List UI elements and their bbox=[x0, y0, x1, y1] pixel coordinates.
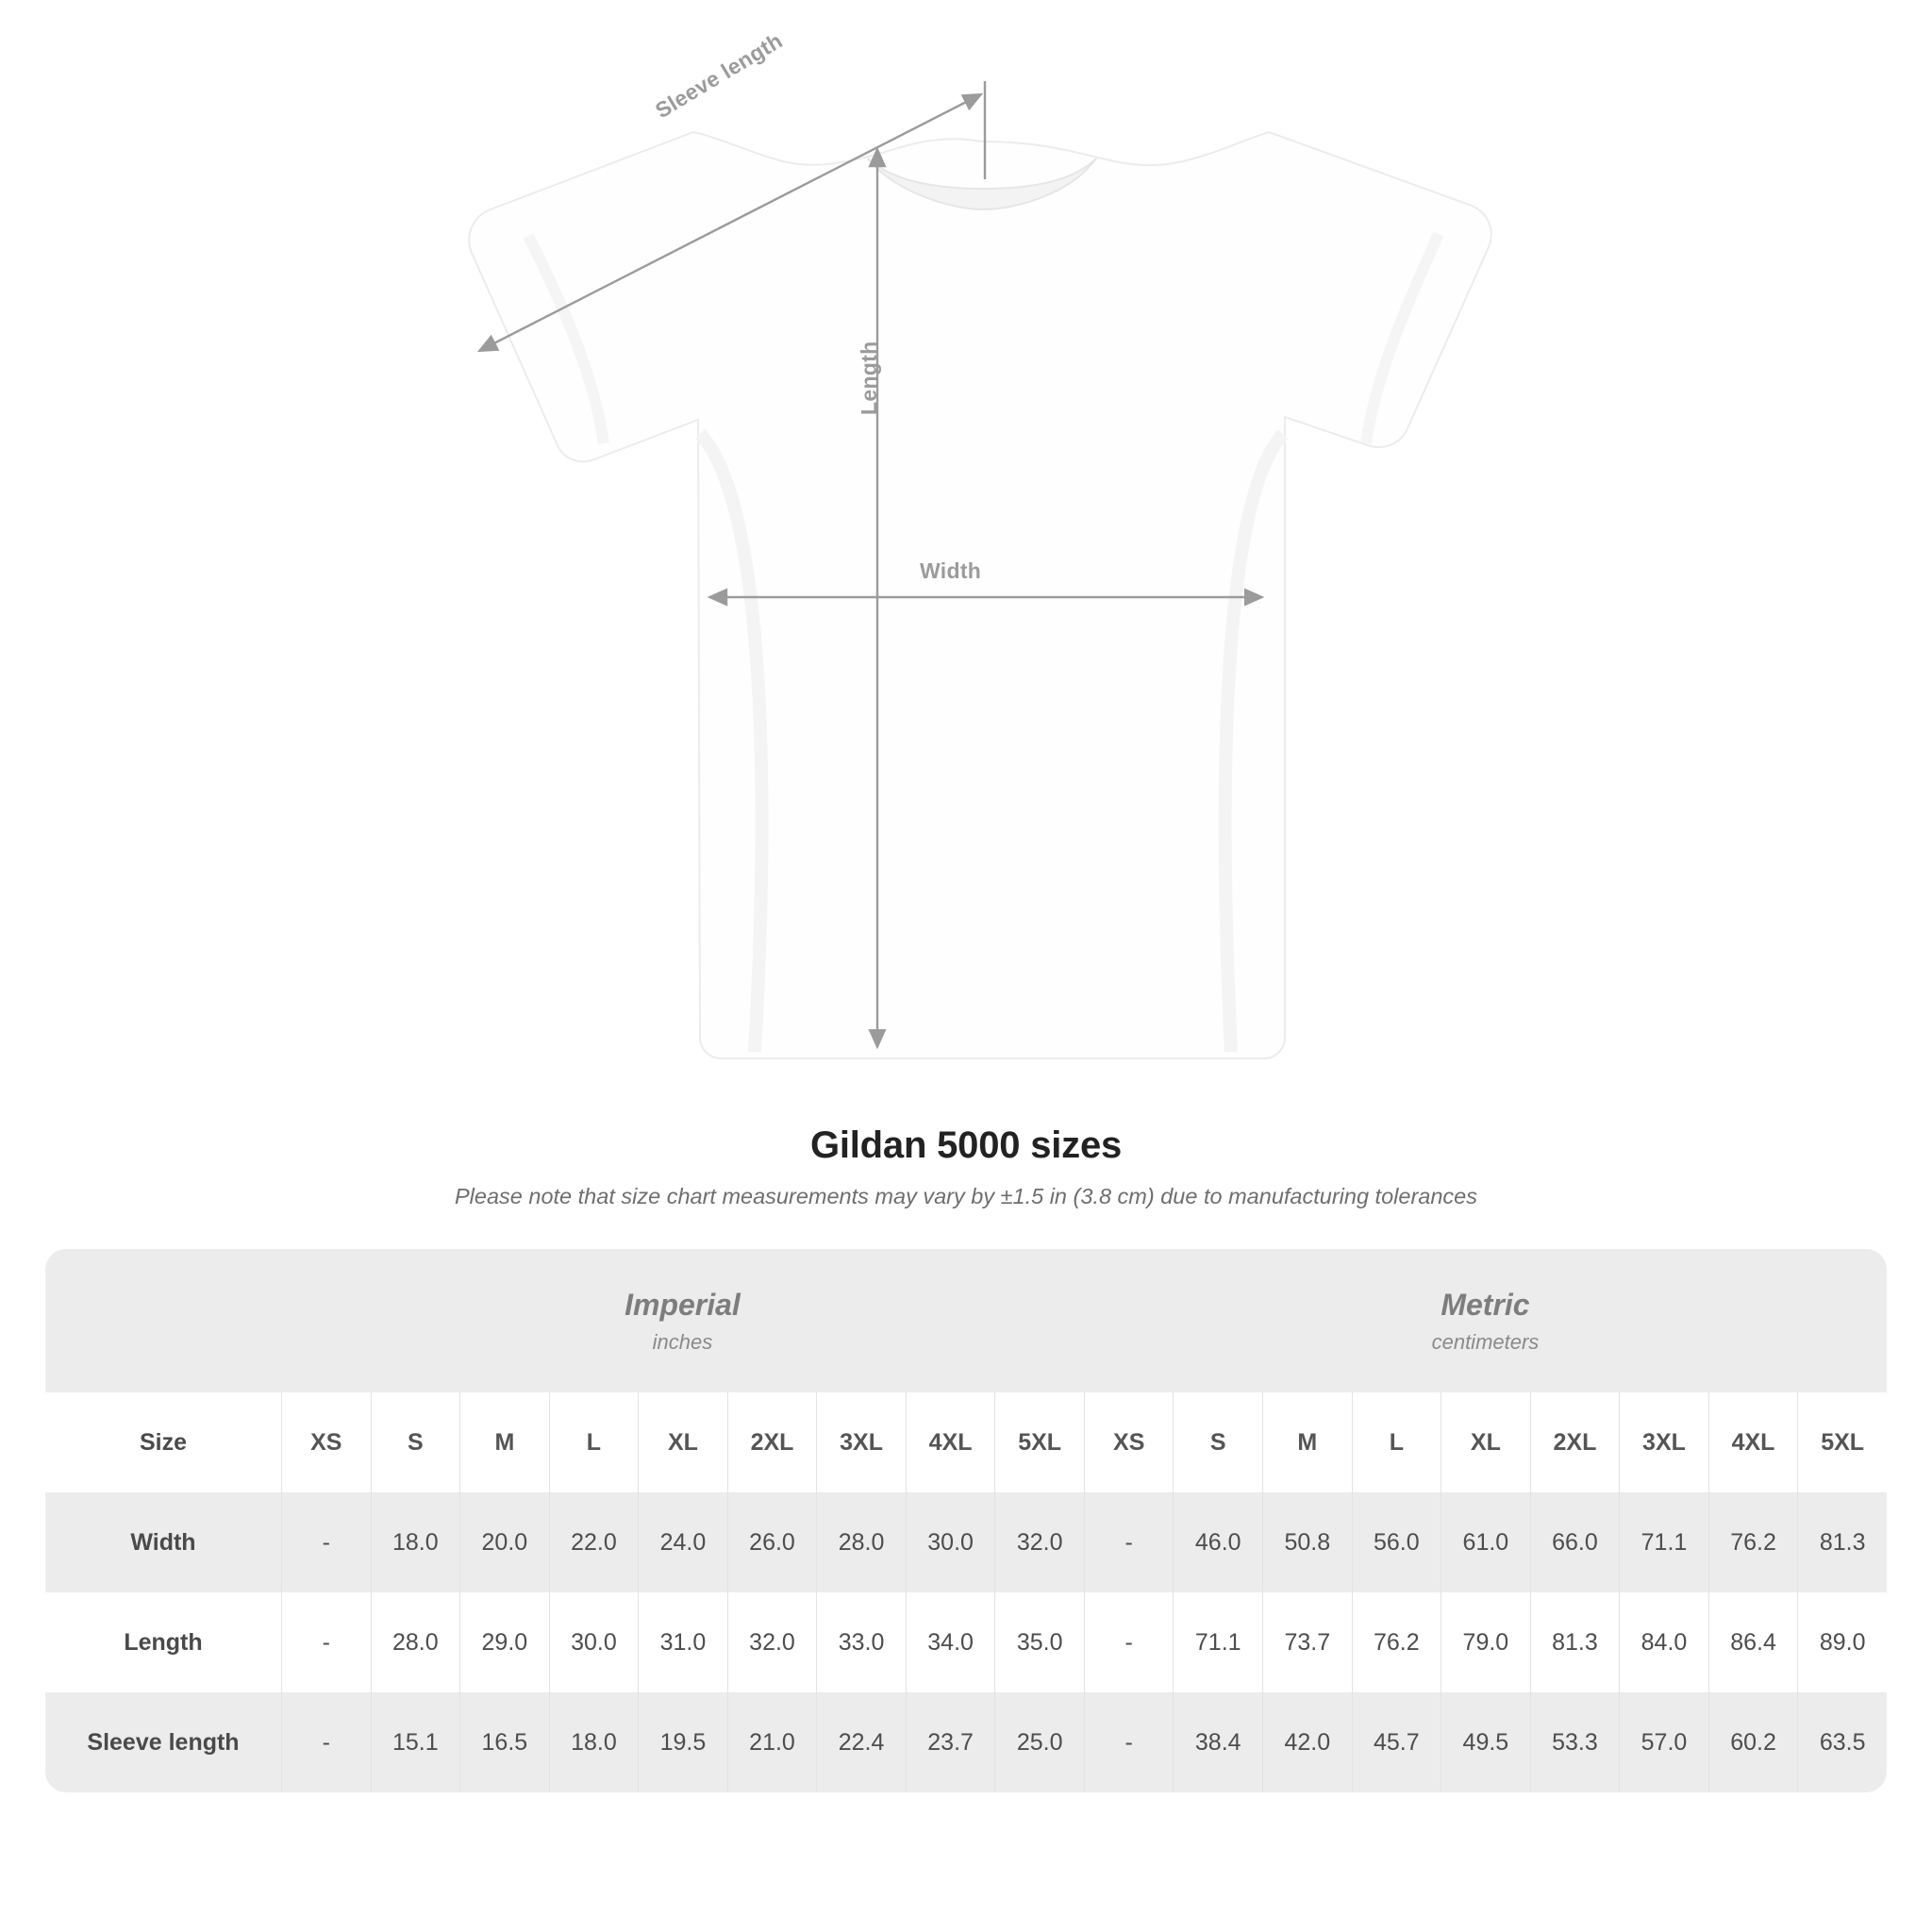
column-header-cell: 2XL bbox=[1530, 1392, 1620, 1492]
column-header-cell: 5XL bbox=[1797, 1392, 1887, 1492]
table-cell: 29.0 bbox=[459, 1592, 549, 1692]
column-header-cell: S bbox=[371, 1392, 460, 1492]
table-corner-cell bbox=[45, 1249, 281, 1392]
column-header-row bbox=[45, 1392, 1887, 1492]
unit-group-imperial-name: Imperial bbox=[625, 1287, 741, 1322]
table-cell: 46.0 bbox=[1173, 1492, 1262, 1592]
table-cell: 28.0 bbox=[816, 1492, 906, 1592]
table-cell: 56.0 bbox=[1352, 1492, 1441, 1592]
table-cell: 49.5 bbox=[1441, 1692, 1530, 1792]
column-header-cell: M bbox=[459, 1392, 549, 1492]
column-header-cell: XL bbox=[1441, 1392, 1530, 1492]
table-cell: 71.1 bbox=[1173, 1592, 1262, 1692]
column-header-cell: 3XL bbox=[1619, 1392, 1708, 1492]
column-header-cell: 3XL bbox=[816, 1392, 906, 1492]
table-cell: 32.0 bbox=[727, 1592, 817, 1692]
table-cell: 86.4 bbox=[1708, 1592, 1798, 1692]
column-header-cell: XL bbox=[638, 1392, 727, 1492]
table-cell: 30.0 bbox=[906, 1492, 995, 1592]
width-label: Width bbox=[920, 558, 982, 583]
unit-group-metric-sub: centimeters bbox=[1431, 1329, 1540, 1354]
table-cell: 24.0 bbox=[638, 1492, 727, 1592]
tolerance-note: Please note that size chart measurements may vary by ±1.5 in (3.8 cm) due to manufacturing tolerances bbox=[455, 1184, 1477, 1208]
table-cell: 45.7 bbox=[1352, 1692, 1441, 1792]
table-cell: 71.1 bbox=[1619, 1492, 1708, 1592]
table-cell: 18.0 bbox=[371, 1492, 460, 1592]
table-cell: 84.0 bbox=[1619, 1592, 1708, 1692]
size-table-wrapper bbox=[45, 1249, 1887, 1792]
size-table bbox=[45, 1249, 1887, 1792]
table-row bbox=[45, 1692, 1887, 1792]
table-cell: 50.8 bbox=[1262, 1492, 1352, 1592]
table-cell: - bbox=[281, 1592, 371, 1692]
column-header-cell: XS bbox=[281, 1392, 371, 1492]
table-cell: 15.1 bbox=[371, 1692, 460, 1792]
table-cell: 33.0 bbox=[816, 1592, 906, 1692]
unit-group-metric bbox=[1084, 1249, 1887, 1392]
unit-group-imperial-sub: inches bbox=[652, 1329, 713, 1354]
table-cell: 60.2 bbox=[1708, 1692, 1798, 1792]
column-header-cell: XS bbox=[1084, 1392, 1174, 1492]
table-cell: 76.2 bbox=[1708, 1492, 1798, 1592]
table-cell: 76.2 bbox=[1352, 1592, 1441, 1692]
table-cell: 79.0 bbox=[1441, 1592, 1530, 1692]
table-cell: 23.7 bbox=[906, 1692, 995, 1792]
table-row bbox=[45, 1492, 1887, 1592]
table-cell: 30.0 bbox=[549, 1592, 639, 1692]
column-header-cell: L bbox=[549, 1392, 639, 1492]
column-header-cell: L bbox=[1352, 1392, 1441, 1492]
table-cell: 26.0 bbox=[727, 1492, 817, 1592]
table-cell: 28.0 bbox=[371, 1592, 460, 1692]
table-cell: 18.0 bbox=[549, 1692, 639, 1792]
table-row bbox=[45, 1592, 1887, 1692]
table-cell: 20.0 bbox=[459, 1492, 549, 1592]
chart-title-block bbox=[0, 1124, 1932, 1209]
unit-group-imperial bbox=[281, 1249, 1084, 1392]
table-cell: - bbox=[1084, 1692, 1174, 1792]
length-label: Length bbox=[857, 341, 881, 415]
table-cell: 22.0 bbox=[549, 1492, 639, 1592]
row-label-width: Width bbox=[45, 1492, 281, 1592]
table-cell: 81.3 bbox=[1530, 1592, 1620, 1692]
table-cell: 35.0 bbox=[994, 1592, 1084, 1692]
table-cell: - bbox=[1084, 1492, 1174, 1592]
table-cell: 63.5 bbox=[1797, 1692, 1887, 1792]
table-cell: 42.0 bbox=[1262, 1692, 1352, 1792]
unit-group-metric-name: Metric bbox=[1441, 1287, 1530, 1322]
tshirt-shape bbox=[469, 132, 1491, 1058]
table-cell: 38.4 bbox=[1173, 1692, 1262, 1792]
table-cell: 25.0 bbox=[994, 1692, 1084, 1792]
table-cell: 32.0 bbox=[994, 1492, 1084, 1592]
table-cell: 57.0 bbox=[1619, 1692, 1708, 1792]
table-cell: 89.0 bbox=[1797, 1592, 1887, 1692]
column-header-cell: 5XL bbox=[994, 1392, 1084, 1492]
table-cell: 19.5 bbox=[638, 1692, 727, 1792]
sleeve-length-label: Sleeve length bbox=[651, 27, 787, 124]
row-label-length: Length bbox=[45, 1592, 281, 1692]
row-label-sleeve-length: Sleeve length bbox=[45, 1692, 281, 1792]
table-cell: 22.4 bbox=[816, 1692, 906, 1792]
table-cell: 53.3 bbox=[1530, 1692, 1620, 1792]
table-cell: 31.0 bbox=[638, 1592, 727, 1692]
page-title: Gildan 5000 sizes bbox=[809, 1124, 1123, 1166]
table-cell: 73.7 bbox=[1262, 1592, 1352, 1692]
table-cell: 66.0 bbox=[1530, 1492, 1620, 1592]
column-header-cell: 4XL bbox=[906, 1392, 995, 1492]
table-cell: 61.0 bbox=[1441, 1492, 1530, 1592]
table-cell: - bbox=[281, 1492, 371, 1592]
column-header-cell: 2XL bbox=[727, 1392, 817, 1492]
table-cell: 21.0 bbox=[727, 1692, 817, 1792]
table-cell: 16.5 bbox=[459, 1692, 549, 1792]
table-cell: - bbox=[281, 1692, 371, 1792]
size-header-cell: Size bbox=[45, 1392, 281, 1492]
column-header-cell: M bbox=[1262, 1392, 1352, 1492]
table-cell: 81.3 bbox=[1797, 1492, 1887, 1592]
column-header-cell: 4XL bbox=[1708, 1392, 1798, 1492]
column-header-cell: S bbox=[1173, 1392, 1262, 1492]
unit-group-row bbox=[45, 1249, 1887, 1392]
table-cell: - bbox=[1084, 1592, 1174, 1692]
table-cell: 34.0 bbox=[906, 1592, 995, 1692]
